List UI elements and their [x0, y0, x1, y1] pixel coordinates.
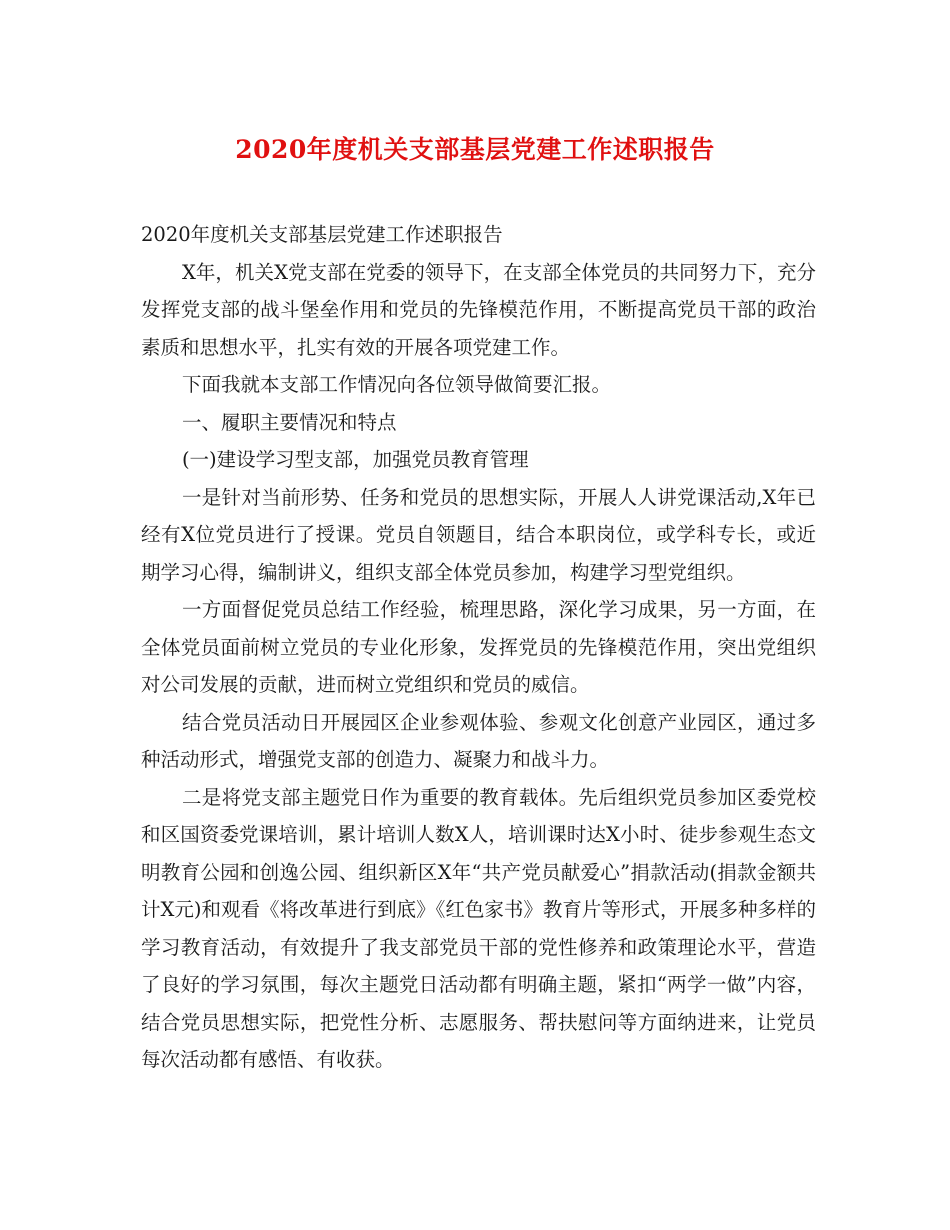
- paragraph-theme-day: 二是将党支部主题党日作为重要的教育载体。先后组织党员参加区委党校和区国资委党课培训，累计培训人数X人，培训课时达X小时、徒步参观生态文明教育公园和创逸公园、组织新区X年“共产党员献爱心”捐款活动(捐款金额共计X元)和观看《将改革进行到底》《红色家书》教育片等形式，开展多种多样的学习教育活动，有效提升了我支部党员干部的党性修养和政策理论水平，营造了良好的学习氛围，每次主题党日活动都有明确主题，紧扣“两学一做”内容，结合党员思想实际，把党性分析、志愿服务、帮扶慰问等方面纳进来，让党员每次活动都有感悟、有收获。: [141, 785, 816, 1071]
- subsection-heading: (一)建设学习型支部，加强党员教育管理: [181, 448, 529, 471]
- paragraph-party-lectures: 一是针对当前形势、任务和党员的思想实际，开展人人讲党课活动,X年已经有X位党员进行了授课。党员自领题目，结合本职岗位，或学科专长，或近期学习心得，编制讲义，组织支部全体党员参加，构建学习型党组织。: [141, 485, 816, 584]
- paragraph-subtitle: 2020年度机关支部基层党建工作述职报告: [141, 223, 503, 246]
- document-body: [141, 216, 816, 1079]
- paragraph-activity-day: 结合党员活动日开展园区企业参观体验、参观文化创意产业园区，通过多种活动形式，增强党支部的创造力、凝聚力和战斗力。: [141, 710, 816, 771]
- paragraph-report-lead: 下面我就本支部工作情况向各位领导做简要汇报。: [181, 373, 611, 396]
- document-title: 2020年度机关支部基层党建工作述职报告: [235, 135, 715, 164]
- section-heading: 一、履职主要情况和特点: [181, 410, 397, 434]
- paragraph-intro: X年，机关X党支部在党委的领导下，在支部全体党员的共同努力下，充分发挥党支部的战斗堡垒作用和党员的先锋模范作用，不断提高党员干部的政治素质和思想水平，扎实有效的开展各项党建工作。: [141, 260, 816, 359]
- paragraph-experience-summary: 一方面督促党员总结工作经验，梳理思路，深化学习成果，另一方面，在全体党员面前树立党员的专业化形象，发挥党员的先锋模范作用，突出党组织对公司发展的贡献，进而树立党组织和党员的威信。: [141, 598, 816, 696]
